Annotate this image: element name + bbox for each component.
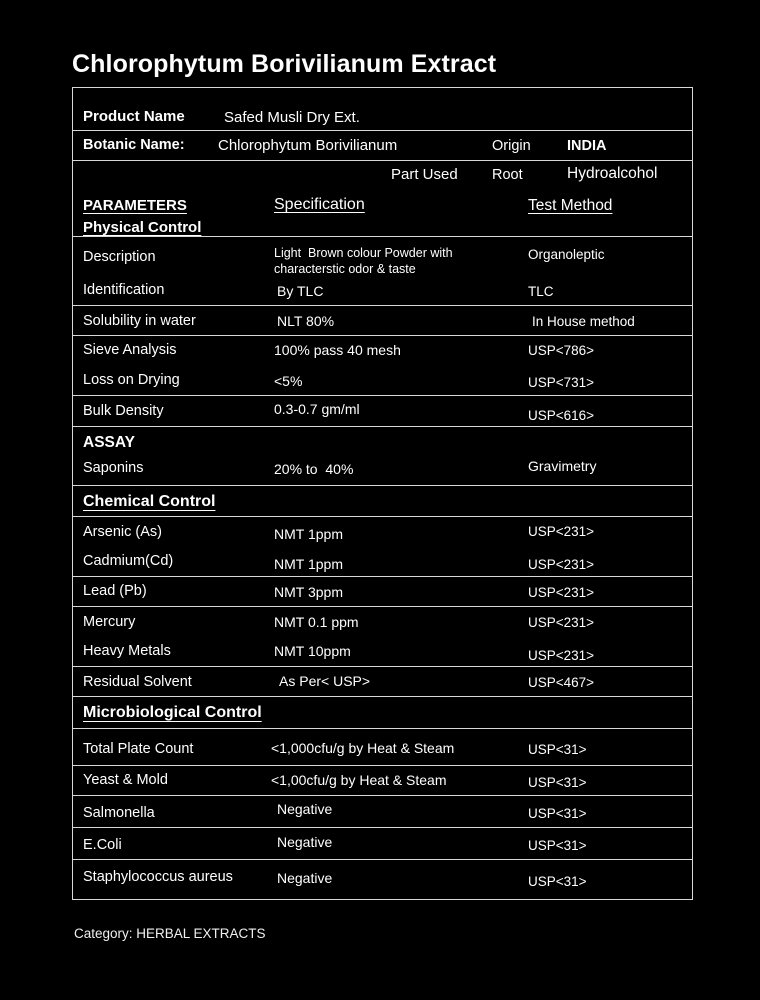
- table-band-product: [73, 88, 692, 131]
- row-label-salmonella: Salmonella: [83, 805, 155, 821]
- column-header-parameters: PARAMETERS: [83, 197, 187, 214]
- row-label-sieve-analysis: Sieve Analysis: [83, 342, 177, 358]
- table-band-yeast-mold: [73, 766, 692, 796]
- row-label-lead: Lead (Pb): [83, 583, 147, 599]
- table-row: [73, 396, 692, 426]
- row-spec-ecoli: Negative: [277, 834, 333, 850]
- table-band-partused-headers: [73, 161, 692, 237]
- row-spec-sieve-analysis: 100% pass 40 mesh: [274, 342, 401, 358]
- specification-table: [72, 87, 693, 900]
- table-band-arsenic-cadmium: [73, 517, 692, 577]
- table-row: [73, 306, 692, 335]
- table-row: [73, 237, 692, 275]
- row-spec-solubility: NLT 80%: [277, 313, 335, 329]
- row-spec-bulk-density: 0.3-0.7 gm/ml: [274, 401, 360, 417]
- row-label-description: Description: [83, 249, 156, 265]
- table-row: [73, 667, 692, 696]
- row-method-sieve-analysis: USP<786>: [528, 343, 595, 358]
- table-band-bulk-density: [73, 396, 692, 427]
- row-method-ecoli: USP<31>: [528, 838, 587, 853]
- table-band-ecoli: [73, 828, 692, 860]
- row-label-arsenic: Arsenic (As): [83, 524, 162, 540]
- column-header-test-method: Test Method: [528, 197, 613, 214]
- row-spec-description-line2: characterstic odor & taste: [274, 262, 416, 276]
- table-band-micro-header: [73, 697, 692, 729]
- table-row: [73, 637, 692, 666]
- row-spec-heavy-metals: NMT 10ppm: [274, 643, 351, 659]
- row-method-cadmium: USP<231>: [528, 557, 595, 572]
- table-band-mercury-heavy: [73, 607, 692, 667]
- row-method-description: Organoleptic: [528, 247, 605, 262]
- section-assay: ASSAY: [83, 434, 135, 451]
- column-headers-row: [73, 188, 692, 236]
- row-spec-arsenic: NMT 1ppm: [274, 526, 343, 542]
- origin-value: INDIA: [567, 138, 607, 154]
- table-row: [73, 88, 692, 130]
- category-line: Category: HERBAL EXTRACTS: [74, 926, 266, 941]
- row-method-staph-aureus: USP<31>: [528, 874, 587, 889]
- section-microbiological-control: Microbiological Control: [83, 704, 262, 721]
- table-row: [73, 607, 692, 637]
- row-spec-identification: By TLC: [277, 283, 324, 299]
- part-used-value: Root: [492, 167, 523, 183]
- table-row: [73, 796, 692, 827]
- row-method-heavy-metals: USP<231>: [528, 648, 595, 663]
- row-spec-yeast-mold: <1,00cfu/g by Heat & Steam: [271, 772, 447, 788]
- row-label-staph-aureus: Staphylococcus aureus: [83, 869, 233, 885]
- section-header-row: [73, 486, 692, 516]
- table-band-salmonella: [73, 796, 692, 828]
- table-row: [73, 161, 692, 188]
- row-method-lead: USP<231>: [528, 585, 595, 600]
- row-spec-mercury: NMT 0.1 ppm: [274, 614, 359, 630]
- solvent-value: Hydroalcohol: [567, 165, 658, 182]
- table-row: [73, 131, 692, 160]
- table-band-lead: [73, 577, 692, 607]
- product-name-label: Product Name: [83, 108, 185, 125]
- row-label-mercury: Mercury: [83, 614, 136, 630]
- row-label-cadmium: Cadmium(Cd): [83, 553, 174, 569]
- table-band-description: [73, 237, 692, 306]
- botanic-name-label: Botanic Name:: [83, 137, 185, 153]
- table-band-residual-solvent: [73, 667, 692, 697]
- section-chemical-control: Chemical Control: [83, 493, 216, 510]
- row-label-heavy-metals: Heavy Metals: [83, 643, 171, 659]
- page-title: Chlorophytum Borivilianum Extract: [72, 50, 497, 78]
- row-label-yeast-mold: Yeast & Mold: [83, 772, 168, 788]
- row-spec-salmonella: Negative: [277, 801, 333, 817]
- row-method-arsenic: USP<231>: [528, 524, 595, 539]
- table-row: [73, 453, 692, 485]
- row-spec-loss-on-drying: <5%: [274, 373, 303, 389]
- table-band-staph-aureus: [73, 860, 692, 899]
- row-method-bulk-density: USP<616>: [528, 408, 595, 423]
- column-header-specification: Specification: [274, 196, 365, 213]
- row-label-total-plate-count: Total Plate Count: [83, 741, 194, 757]
- row-label-residual-solvent: Residual Solvent: [83, 674, 192, 690]
- table-row: [73, 828, 692, 859]
- table-row: [73, 766, 692, 795]
- table-row: [73, 275, 692, 305]
- row-spec-description-line1: Light Brown colour Powder with: [274, 246, 453, 260]
- table-band-botanic: [73, 131, 692, 161]
- row-method-mercury: USP<231>: [528, 615, 595, 630]
- row-method-salmonella: USP<31>: [528, 806, 587, 821]
- row-label-saponins: Saponins: [83, 460, 144, 476]
- row-spec-saponins: 20% to 40%: [274, 461, 354, 477]
- section-physical-control: Physical Control: [83, 219, 202, 236]
- row-label-identification: Identification: [83, 282, 165, 298]
- table-band-solubility: [73, 306, 692, 336]
- row-label-solubility: Solubility in water: [83, 313, 196, 329]
- section-header-row: [73, 697, 692, 728]
- row-method-saponins: Gravimetry: [528, 458, 597, 474]
- origin-label: Origin: [492, 138, 531, 154]
- row-method-yeast-mold: USP<31>: [528, 775, 587, 790]
- row-spec-lead: NMT 3ppm: [274, 584, 343, 600]
- table-row: [73, 860, 692, 899]
- row-method-loss-on-drying: USP<731>: [528, 375, 595, 390]
- part-used-label: Part Used: [391, 166, 458, 183]
- row-label-bulk-density: Bulk Density: [83, 403, 164, 419]
- table-band-assay: [73, 427, 692, 486]
- table-band-sieve-lod: [73, 336, 692, 396]
- table-row: [73, 365, 692, 395]
- table-row: [73, 336, 692, 365]
- row-method-identification: TLC: [528, 284, 554, 299]
- row-label-ecoli: E.Coli: [83, 837, 122, 853]
- table-row: [73, 729, 692, 765]
- table-row: [73, 517, 692, 547]
- row-spec-cadmium: NMT 1ppm: [274, 556, 343, 572]
- botanic-name-value: Chlorophytum Borivilianum: [218, 137, 398, 154]
- table-band-total-plate-count: [73, 729, 692, 766]
- table-row: [73, 577, 692, 606]
- row-spec-residual-solvent: As Per< USP>: [279, 673, 371, 689]
- row-label-loss-on-drying: Loss on Drying: [83, 372, 180, 388]
- product-name-value: Safed Musli Dry Ext.: [224, 109, 360, 126]
- table-row: [73, 547, 692, 576]
- table-band-chemical-header: [73, 486, 692, 517]
- row-spec-staph-aureus: Negative: [277, 870, 333, 886]
- row-method-total-plate-count: USP<31>: [528, 742, 587, 757]
- row-method-solubility: In House method: [532, 314, 635, 329]
- row-spec-total-plate-count: <1,000cfu/g by Heat & Steam: [271, 740, 455, 756]
- section-header-row: [73, 427, 692, 453]
- row-method-residual-solvent: USP<467>: [528, 675, 595, 690]
